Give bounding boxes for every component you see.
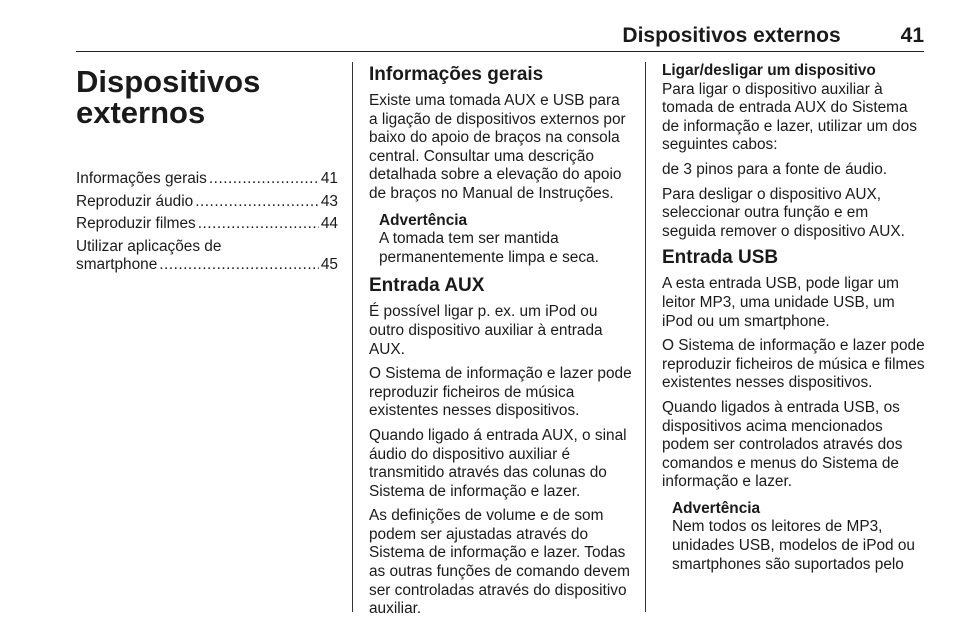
note-title: Advertência bbox=[672, 499, 761, 517]
column-divider bbox=[645, 62, 646, 612]
toc-leader bbox=[159, 256, 319, 275]
toc-label: smartphone bbox=[76, 256, 158, 274]
subsection-heading: Ligar/desligar um dispositivo bbox=[662, 62, 876, 79]
note-box bbox=[672, 500, 926, 574]
toc-leader bbox=[195, 193, 319, 212]
running-title: Dispositivos externos bbox=[622, 24, 841, 47]
paragraph: de 3 pinos para a fonte de áudio. bbox=[662, 160, 888, 178]
column-toc bbox=[76, 62, 338, 279]
toc-leader bbox=[198, 215, 319, 234]
toc-page: 45 bbox=[320, 256, 338, 274]
chapter-title-line: Dispositivos bbox=[76, 64, 261, 99]
paragraph: Para desligar o dispositivo AUX, seleccionar outra função e em seguida remover o dispositivo AUX. bbox=[662, 185, 905, 240]
toc-label: Reproduzir áudio bbox=[76, 192, 194, 210]
chapter-title-line: externos bbox=[76, 95, 206, 130]
page-header bbox=[76, 24, 924, 52]
section-heading: Informações gerais bbox=[369, 64, 544, 85]
note-text: A tomada tem ser mantida permanentemente limpa e seca. bbox=[379, 230, 599, 266]
toc-label: Informações gerais bbox=[76, 170, 207, 187]
toc-entry[interactable] bbox=[76, 170, 338, 189]
toc-label: Utilizar aplicações de bbox=[76, 237, 222, 255]
paragraph: A esta entrada USB, pode ligar um leitor MP3, uma unidade USB, um iPod ou um smartphone. bbox=[662, 275, 899, 330]
paragraph: É possível ligar p. ex. um iPod ou outro dispositivo auxiliar à entrada AUX. bbox=[369, 303, 603, 358]
toc-page: 44 bbox=[320, 215, 338, 233]
paragraph: O Sistema de informação e lazer pode reproduzir ficheiros de música e filmes existentes nesses dispositivos. bbox=[662, 337, 925, 392]
column-right bbox=[662, 62, 926, 582]
toc-entry[interactable] bbox=[76, 193, 338, 212]
toc-page: 43 bbox=[320, 192, 338, 210]
paragraph: Existe uma tomada AUX e USB para a ligação de dispositivos externos por baixo do apoio de braços na consola central. Consultar uma descrição detalhada sobre a elevação do apoio de braços no Manual de Instruções. bbox=[369, 92, 626, 202]
note-box bbox=[379, 212, 632, 268]
toc-entry[interactable] bbox=[76, 238, 338, 275]
toc-entry[interactable] bbox=[76, 215, 338, 234]
paragraph: Quando ligados à entrada USB, os dispositivos acima mencionados podem ser controlados através dos comandos e menus do Sistema de informação e lazer. bbox=[662, 398, 903, 491]
column-divider bbox=[352, 62, 353, 612]
paragraph: O Sistema de informação e lazer pode reproduzir ficheiros de música existentes nesses dispositivos. bbox=[369, 365, 632, 420]
section-heading: Entrada USB bbox=[662, 247, 779, 269]
toc-leader bbox=[209, 170, 319, 189]
toc-label: Reproduzir filmes bbox=[76, 215, 196, 233]
column-middle bbox=[369, 62, 632, 625]
note-title: Advertência bbox=[379, 211, 468, 229]
section-heading: Entrada AUX bbox=[369, 275, 485, 297]
table-of-contents bbox=[76, 170, 338, 275]
page-number: 41 bbox=[900, 24, 924, 47]
chapter-title bbox=[76, 66, 338, 128]
toc-page: 41 bbox=[320, 170, 338, 187]
paragraph: Para ligar o dispositivo auxiliar à tomada de entrada AUX do Sistema de informação e lazer, utilizar um dos seguintes cabos: bbox=[662, 80, 917, 154]
paragraph: As definições de volume e de som podem ser ajustadas através do Sistema de informação e lazer. Todas as outras funções de comando devem ser controladas através do dispositivo auxiliar. bbox=[369, 507, 630, 618]
note-text: Nem todos os leitores de MP3, unidades USB, modelos de iPod ou smartphones são suportados pelo bbox=[672, 518, 915, 573]
paragraph: Quando ligado á entrada AUX, o sinal áudio do dispositivo auxiliar é transmitido através das colunas do Sistema de informação e lazer. bbox=[369, 426, 627, 500]
